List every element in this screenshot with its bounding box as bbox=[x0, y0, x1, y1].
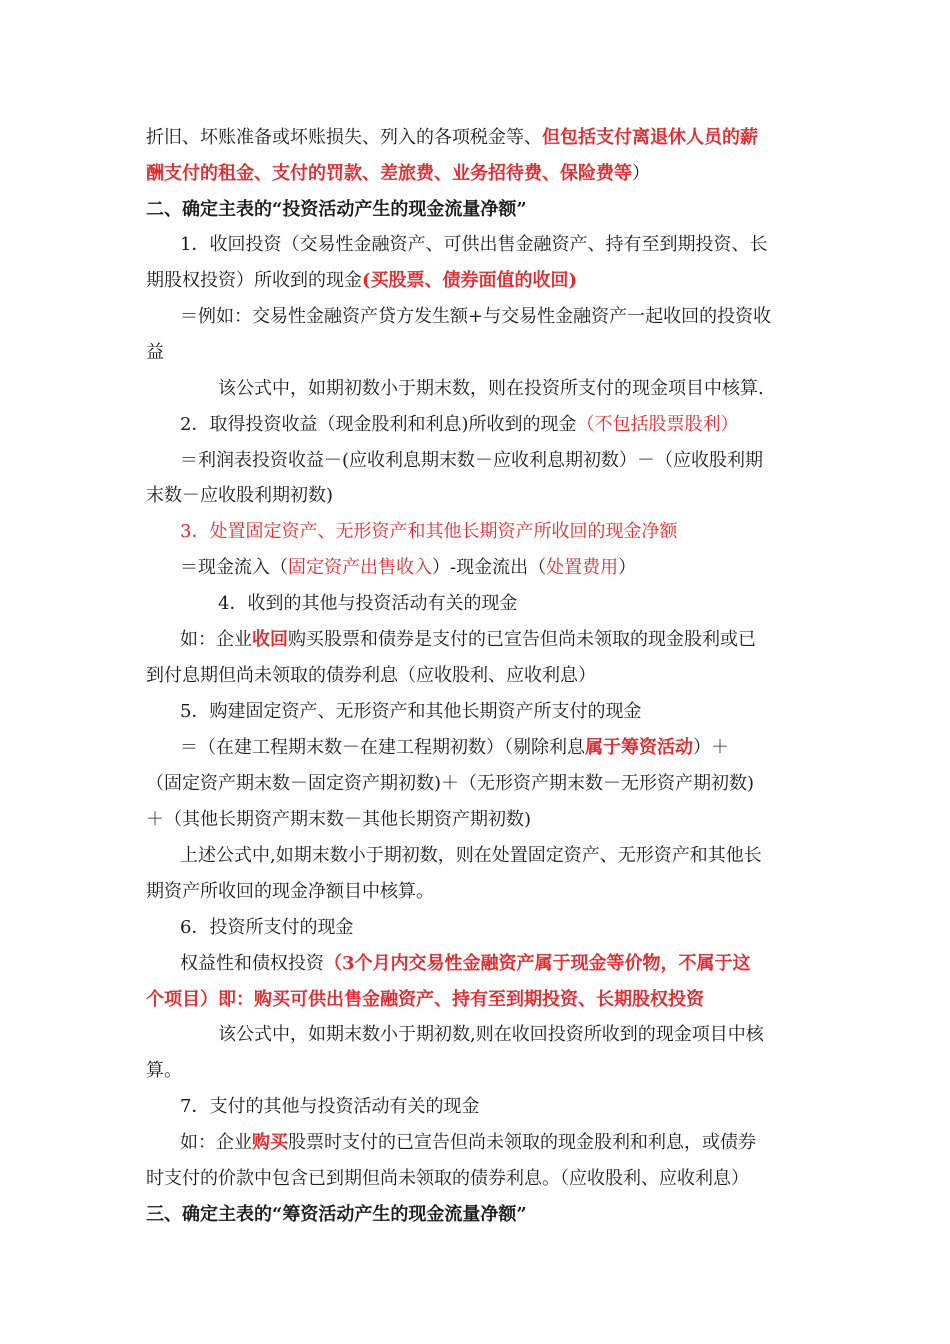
text-line bbox=[180, 736, 729, 760]
text-line bbox=[218, 377, 764, 401]
text-segment: ） bbox=[618, 557, 637, 578]
highlighted-text: 购买 bbox=[252, 1132, 288, 1153]
text-segment: 益 bbox=[146, 342, 164, 363]
text-segment: 4．收到的其他与投资活动有关的现金 bbox=[218, 593, 518, 614]
text-line bbox=[146, 1203, 527, 1227]
text-segment: 上述公式中,如期末数小于期初数，则在处置固定资产、无形资产和其他长 bbox=[180, 845, 762, 866]
text-segment: 6．投资所支付的现金 bbox=[180, 917, 354, 938]
text-segment: 该公式中，如期初数小于期末数，则在投资所支付的现金项目中核算. bbox=[218, 378, 764, 399]
text-line bbox=[180, 556, 636, 580]
highlighted-text: 收回 bbox=[252, 629, 288, 650]
highlighted-text: （3个月内交易性金融资产属于现金等价物，不属于这 bbox=[324, 953, 751, 974]
text-line bbox=[146, 1167, 749, 1191]
text-line bbox=[180, 628, 756, 652]
text-line bbox=[180, 413, 738, 437]
text-segment: ） bbox=[632, 163, 650, 184]
text-segment: ＋（其他长期资产期末数－其他长期资产期初数) bbox=[146, 809, 532, 830]
highlighted-text: 个项目）即：购买可供出售金融资产、持有至到期投资、长期股权投资 bbox=[146, 989, 704, 1010]
text-line bbox=[146, 484, 333, 508]
text-segment: 折旧、坏账准备或坏账损失、列入的各项税金等、 bbox=[146, 127, 542, 148]
text-segment: 5．购建固定资产、无形资产和其他长期资产所支付的现金 bbox=[180, 701, 642, 722]
text-line bbox=[146, 880, 434, 904]
text-line bbox=[146, 808, 531, 832]
text-line bbox=[180, 1095, 479, 1119]
highlighted-text: 处置费用 bbox=[546, 557, 619, 578]
text-line bbox=[146, 198, 527, 222]
highlighted-text: 属于筹资活动 bbox=[585, 737, 693, 758]
highlighted-text: 固定资产出售收入 bbox=[288, 557, 432, 578]
text-line bbox=[146, 341, 164, 365]
text-line bbox=[218, 1023, 764, 1047]
text-segment: 时支付的价款中包含已到期但尚未领取的债券利息。（应收股利、应收利息） bbox=[146, 1168, 749, 1189]
text-line bbox=[146, 664, 596, 688]
highlighted-text: （不包括股票股利） bbox=[576, 414, 739, 435]
text-line bbox=[180, 233, 767, 257]
text-segment: 权益性和债权投资 bbox=[180, 953, 324, 974]
highlighted-text: (买股票、债券面值的收回) bbox=[362, 270, 578, 291]
text-segment: 该公式中，如期末数小于期初数,则在收回投资所收到的现金项目中核 bbox=[218, 1024, 764, 1045]
text-segment: ＝例如：交易性金融资产贷方发生额+与交易性金融资产一起收回的投资收 bbox=[180, 306, 772, 327]
text-segment: 7．支付的其他与投资活动有关的现金 bbox=[180, 1096, 480, 1117]
text-segment: ＝利润表投资收益－(应收利息期末数－应收利息期初数）－（应收股利期 bbox=[180, 450, 764, 471]
text-segment: ）＋ bbox=[693, 737, 729, 758]
text-line bbox=[180, 520, 677, 544]
highlighted-text: 但包括支付离退休人员的薪 bbox=[542, 127, 758, 148]
text-segment: 1．收回投资（交易性金融资产、可供出售金融资产、持有至到期投资、长 bbox=[180, 234, 768, 255]
text-line bbox=[146, 1059, 182, 1083]
text-line bbox=[218, 592, 517, 616]
text-line bbox=[146, 988, 704, 1012]
text-line bbox=[180, 305, 771, 329]
text-segment: 三、确定主表的“筹资活动产生的现金流量净额” bbox=[146, 1204, 527, 1225]
text-segment: 末数－应收股利期初数) bbox=[146, 485, 334, 506]
text-segment: 如：企业 bbox=[180, 1132, 252, 1153]
text-segment: （固定资产期末数－固定资产期初数)＋（无形资产期末数－无形资产期初数) bbox=[146, 773, 755, 794]
text-line bbox=[146, 162, 650, 186]
text-segment: 如：企业 bbox=[180, 629, 252, 650]
text-line bbox=[180, 844, 762, 868]
text-line bbox=[146, 126, 758, 150]
text-line bbox=[180, 700, 641, 724]
text-line bbox=[180, 1131, 756, 1155]
text-line bbox=[146, 772, 754, 796]
text-segment: 期资产所收回的现金净额目中核算。 bbox=[146, 881, 434, 902]
text-line bbox=[180, 916, 353, 940]
text-segment: ）-现金流出（ bbox=[432, 557, 547, 578]
text-segment: ＝现金流入（ bbox=[180, 557, 288, 578]
text-segment: 二、确定主表的“投资活动产生的现金流量净额” bbox=[146, 199, 527, 220]
text-line bbox=[180, 952, 751, 976]
text-segment: 股票时支付的已宣告但尚未领取的现金股利和利息，或债券 bbox=[288, 1132, 756, 1153]
text-segment: ＝（在建工程期末数－在建工程期初数）（剔除利息 bbox=[180, 737, 585, 758]
text-segment: 购买股票和债券是支付的已宣告但尚未领取的现金股利或已 bbox=[288, 629, 756, 650]
text-segment: 到付息期但尚未领取的债券利息（应收股利、应收利息） bbox=[146, 665, 596, 686]
highlighted-text: 3．处置固定资产、无形资产和其他长期资产所收回的现金净额 bbox=[180, 521, 678, 542]
text-segment: 2．取得投资收益（现金股利和利息)所收到的现金 bbox=[180, 414, 577, 435]
text-segment: 期股权投资）所收到的现金 bbox=[146, 270, 362, 291]
text-segment: 算。 bbox=[146, 1060, 182, 1081]
highlighted-text: 酬支付的租金、支付的罚款、差旅费、业务招待费、保险费等 bbox=[146, 163, 632, 184]
text-line bbox=[180, 449, 763, 473]
text-line bbox=[146, 269, 577, 293]
